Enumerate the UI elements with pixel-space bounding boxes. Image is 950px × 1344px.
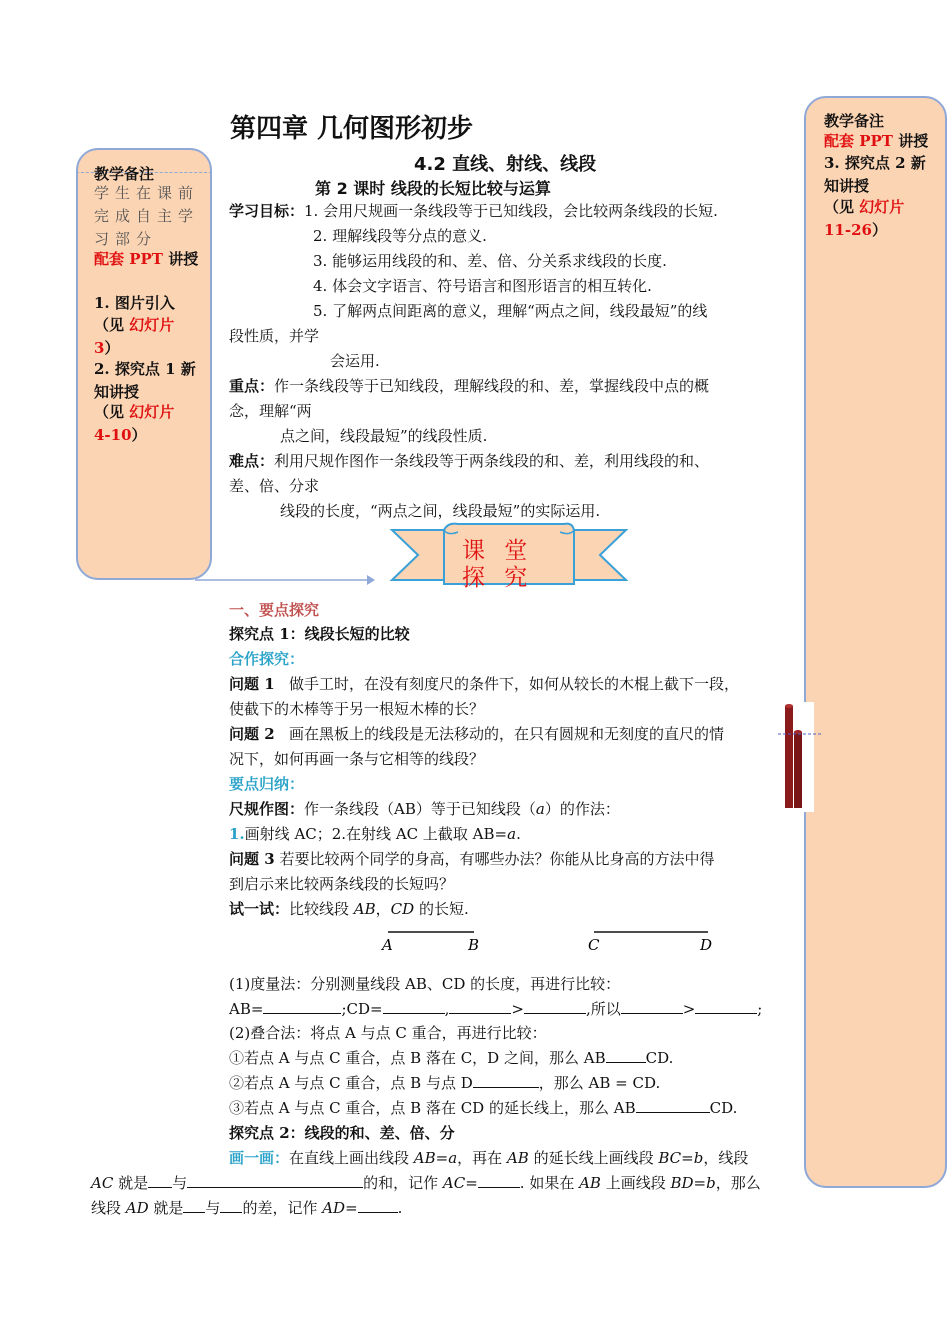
difficulties-l2: 差、倍、分求	[229, 477, 320, 495]
blank-diff-1[interactable]	[183, 1198, 205, 1213]
key-points: 重点：作一条线段等于已知线段，理解线段的和、差，掌握线段中点的概	[229, 377, 710, 395]
method-2: (2)叠合法：将点 A 与点 C 重合，再进行比较：	[229, 1024, 547, 1042]
objective-5: 5. 了解两点间距离的意义，理解“两点之间，线段最短”的线	[313, 302, 708, 320]
blank-sum-1[interactable]	[148, 1173, 172, 1188]
right-notes-heading: 教学备注	[824, 112, 885, 130]
point-a-label: A	[382, 936, 393, 954]
wooden-sticks-image	[778, 702, 822, 812]
right-notes-ppt: 配套 PPT 讲授	[824, 132, 929, 150]
right-notes-ref: （见 幻灯片 11-26）	[824, 198, 905, 239]
objective-5-cont: 段性质，并学	[229, 327, 320, 345]
blank-ad[interactable]	[358, 1198, 398, 1213]
objective-2: 2. 理解线段等分点的意义.	[313, 227, 487, 245]
key-points-l3: 点之间，线段最短”的线段性质.	[280, 427, 488, 445]
lesson-title: 第 2 课时 线段的长短比较与运算	[315, 179, 551, 198]
blank-ac[interactable]	[478, 1173, 520, 1188]
draw-it: 画一画：在直线上画出线段 AB=a，再在 AB 的延长线上画线段 BC=b，线段	[229, 1149, 749, 1167]
blank-case-3[interactable]	[636, 1098, 710, 1113]
objective-4: 4. 体会文字语言、符号语言和图形语言的相互转化.	[313, 277, 652, 295]
left-notes-item1: 1. 图片引入	[94, 294, 175, 312]
question-3: 问题 3 若要比较两个同学的身高，有哪些办法？你能从比身高的方法中得	[229, 850, 715, 868]
method-1-blanks: AB= ;CD= , > ,所以 > ;	[229, 1000, 763, 1018]
difficulties-l3: 线段的长度，“两点之间，线段最短”的实际运用.	[280, 502, 601, 520]
left-notes-item1-ref: （见 幻灯片 3）	[94, 316, 175, 357]
blank-3[interactable]	[621, 999, 683, 1014]
difficulties: 难点：利用尺规作图作一条线段等于两条线段的和、差，利用线段的和、	[229, 452, 710, 470]
blank-sum-2[interactable]	[187, 1173, 363, 1188]
point-d-label: D	[700, 936, 713, 954]
left-notes-item2: 2. 探究点 1 新知讲授	[94, 360, 196, 401]
point2-heading: 探究点 2：线段的和、差、倍、分	[229, 1124, 455, 1142]
case-3: ③若点 A 与点 C 重合，点 B 落在 CD 的延长线上，那么 AB CD.	[229, 1099, 738, 1117]
objective-3: 3. 能够运用线段的和、差、倍、分关系求线段的长度.	[313, 252, 667, 270]
left-notes-ppt: 配套 PPT 讲授	[94, 250, 199, 268]
draw-it-l3: 线段 AD 就是 与 的差，记作 AD= .	[91, 1199, 403, 1217]
question-1-l2: 使截下的木棒等于另一根短木棒的长？	[229, 700, 485, 718]
left-notes-heading: 教学备注	[94, 165, 155, 183]
construction-steps: 1.画射线 AC；2.在射线 AC 上截取 AB=a.	[229, 825, 521, 843]
draw-it-l2: AC 就是 与 的和，记作 AC= . 如果在 AB 上画线段 BD=b，那么	[91, 1174, 761, 1192]
blank-case-1[interactable]	[606, 1048, 646, 1063]
question-1: 问题 1 做手工时，在没有刻度尺的条件下，如何从较长的木棍上截下一段，	[229, 675, 739, 693]
construction-method: 尺规作图：作一条线段（AB）等于已知线段（a）的作法：	[229, 800, 620, 818]
objective-5-end: 会运用.	[330, 352, 380, 370]
case-2: ②若点 A 与点 C 重合，点 B 与点 D ，那么 AB = CD.	[229, 1074, 661, 1092]
question-2: 问题 2 画在黑板上的线段是无法移动的，在只有圆规和无刻度的直尺的情	[229, 725, 724, 743]
segment-figure	[378, 926, 718, 960]
summary-label: 要点归纳：	[229, 775, 305, 793]
point-c-label: C	[588, 936, 600, 954]
question-3-l2: 到启示来比较两条线段的长短吗？	[229, 875, 455, 893]
blank-2[interactable]	[524, 999, 586, 1014]
coop-label: 合作探究：	[229, 650, 305, 668]
blank-diff-2[interactable]	[220, 1198, 242, 1213]
point1-heading: 探究点 1：线段长短的比较	[229, 625, 410, 643]
banner-text: 课 堂 探 究	[462, 538, 534, 591]
blank-ab[interactable]	[263, 999, 341, 1014]
point-b-label: B	[468, 936, 480, 954]
chapter-title: 第四章 几何图形初步	[230, 114, 474, 144]
case-1: ①若点 A 与点 C 重合，点 B 落在 C，D 之间，那么 AB CD.	[229, 1049, 674, 1067]
left-notes-item2-ref: （见 幻灯片 4-10）	[94, 403, 175, 444]
key-points-l2: 念，理解“两	[229, 402, 312, 420]
objective-1: 学习目标：1. 会用尺规画一条线段等于已知线段，会比较两条线段的长短.	[229, 202, 718, 220]
blank-1[interactable]	[449, 999, 511, 1014]
right-notes-item3: 3. 探究点 2 新知讲授	[824, 154, 926, 195]
method-1: (1)度量法：分别测量线段 AB、CD 的长度，再进行比较：	[229, 975, 621, 993]
left-notes-intro: 学生在课前完成自主学习部分	[94, 184, 200, 248]
blank-case-2[interactable]	[473, 1073, 539, 1088]
blank-4[interactable]	[695, 999, 757, 1014]
question-2-l2: 况下，如何再画一条与它相等的线段？	[229, 750, 485, 768]
arrow-icon	[195, 572, 375, 588]
section1-heading: 一、要点探究	[229, 601, 320, 619]
blank-cd[interactable]	[383, 999, 445, 1014]
right-teaching-notes-panel	[804, 96, 947, 1188]
section-title: 4.2 直线、射线、线段	[414, 154, 597, 175]
try-it: 试一试：比较线段 AB，CD 的长短.	[229, 900, 469, 918]
